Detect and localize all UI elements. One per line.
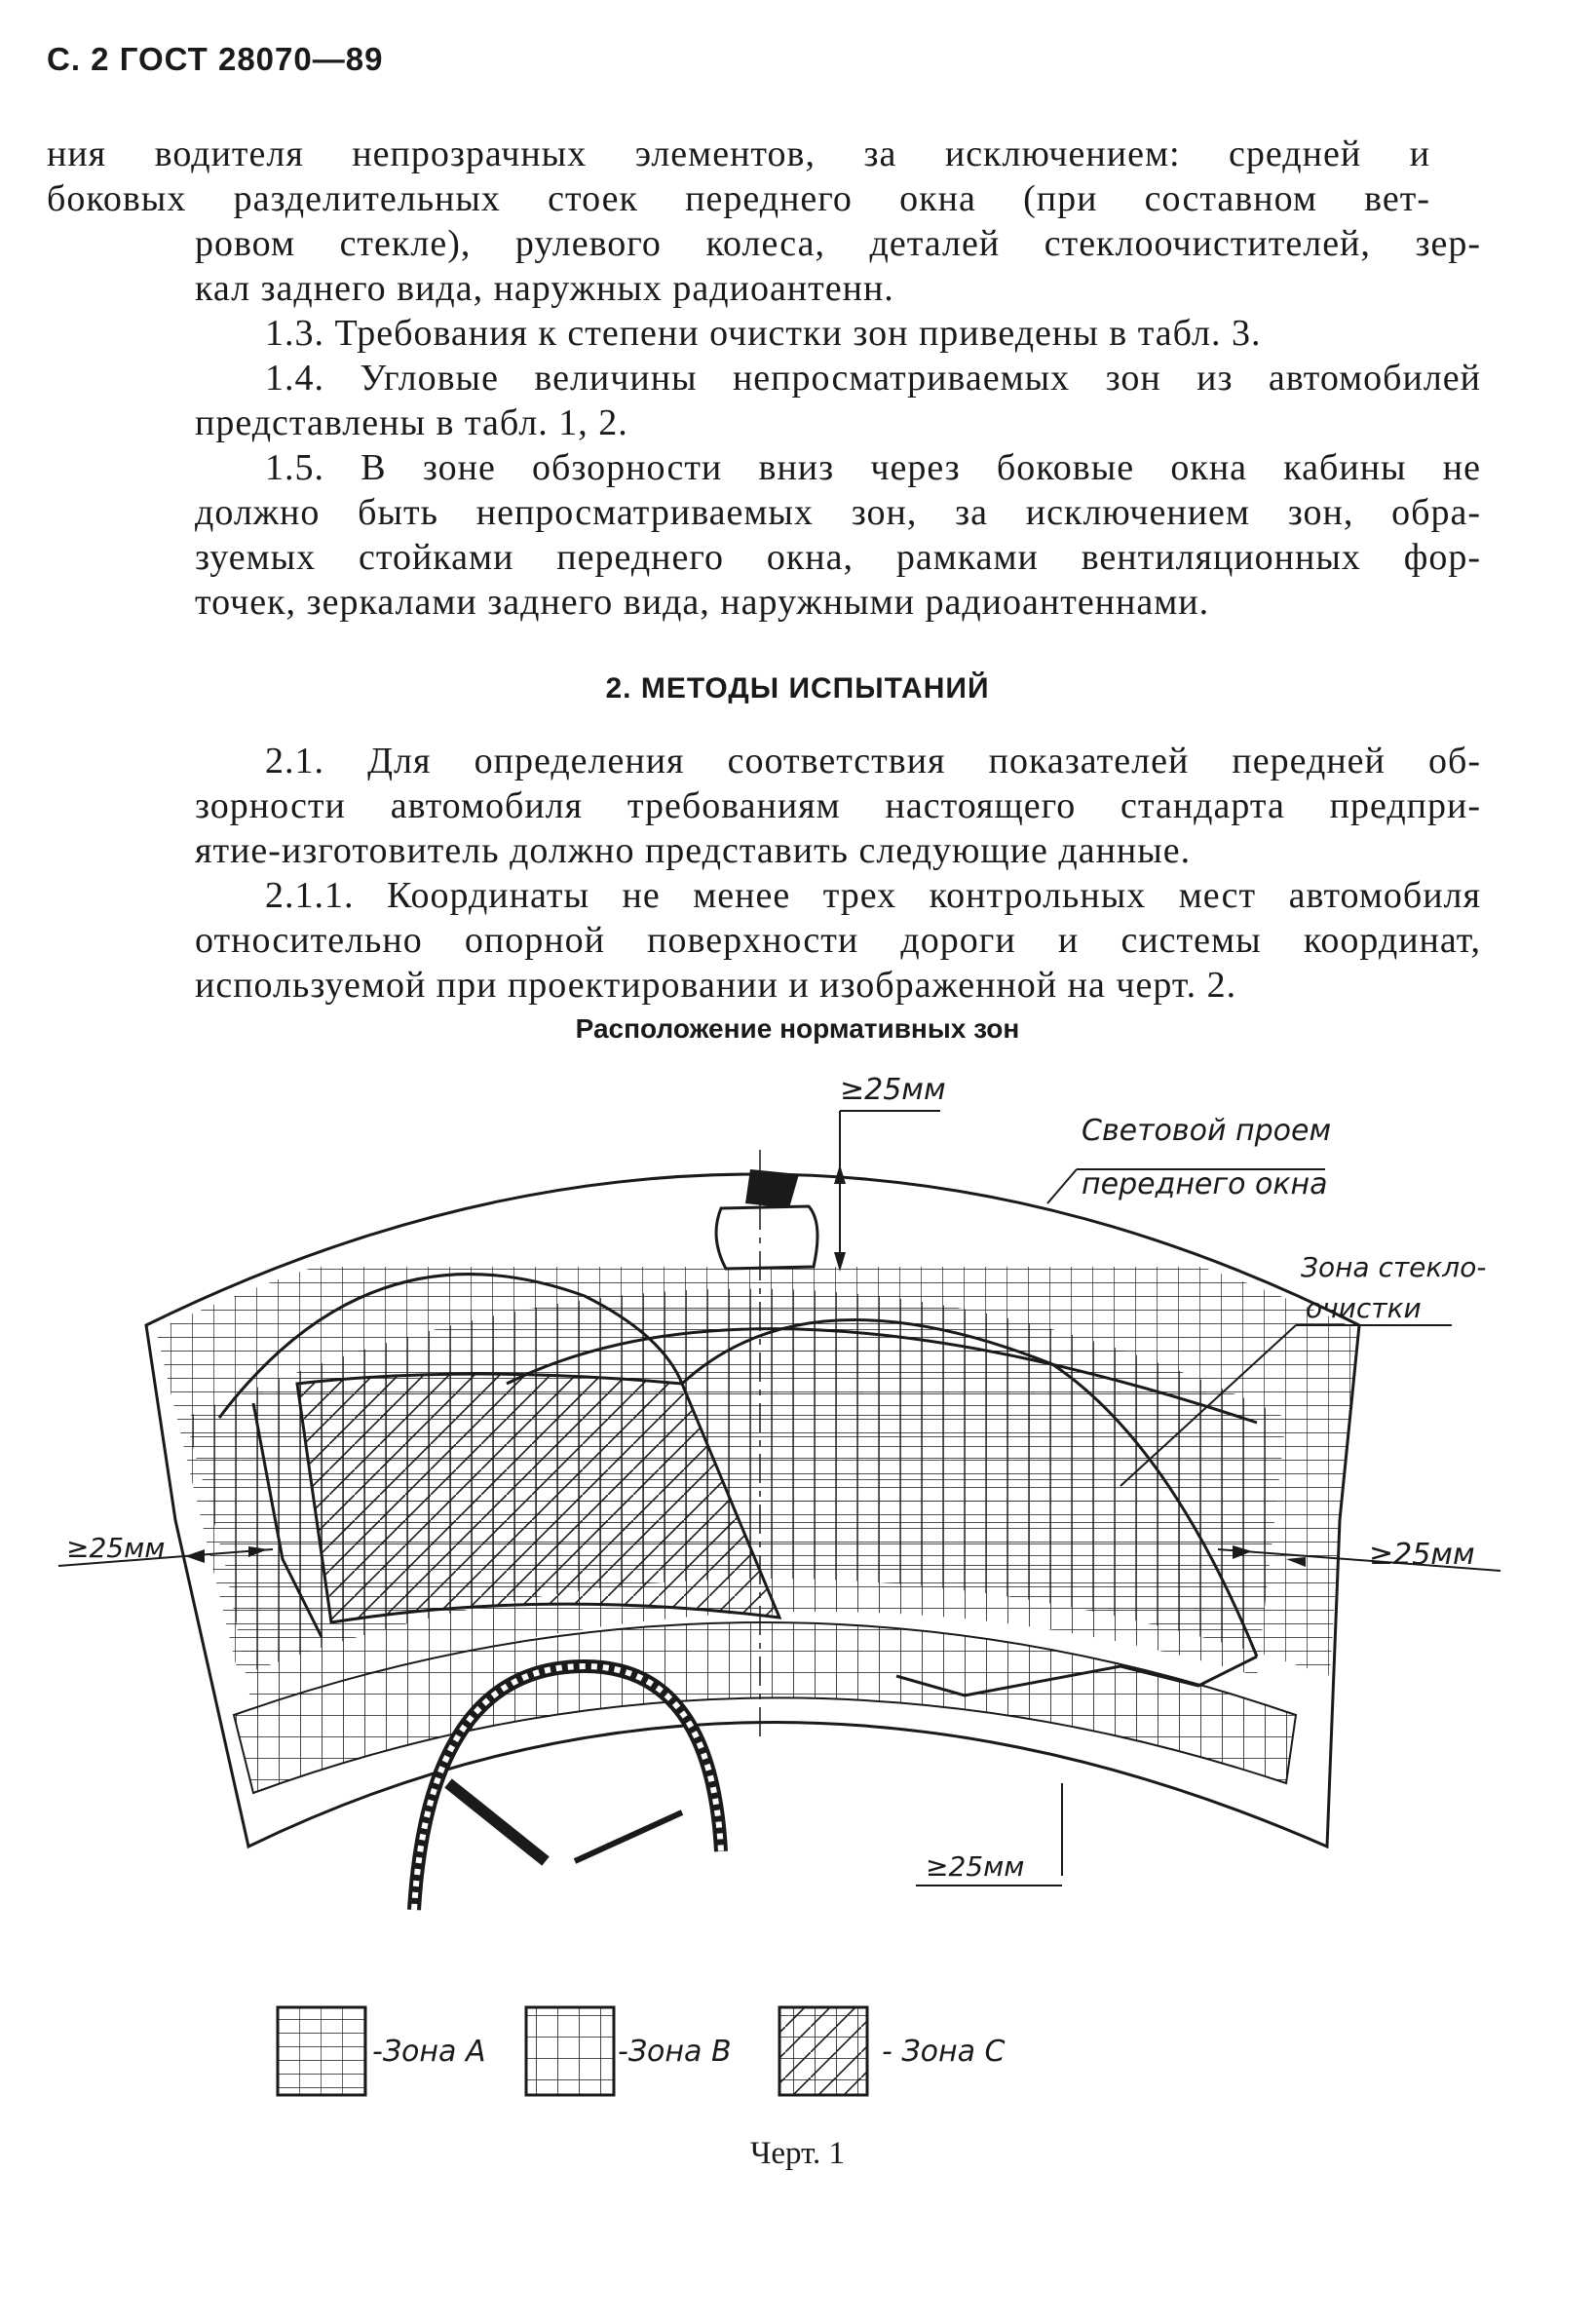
- wiper-zone-label-1: Зона стекло-: [1301, 1251, 1487, 1283]
- text-line: 1.3. Требования к степени очистки зон приведены в табл. 3.: [265, 313, 1262, 354]
- text-line: ровом стекле), рулевого колеса, деталей стеклоочистителей, зер-: [195, 223, 1481, 264]
- text-line: относительно опорной поверхности дороги и системы координат,: [195, 920, 1481, 961]
- text-line: 2.1. Для определения соответствия показателей передней об-: [265, 741, 1481, 781]
- top-dimension-label: ≥25мм: [840, 1073, 946, 1107]
- text-line: боковых разделительных стоек переднего окна (при составном вет-: [47, 178, 1430, 219]
- text-line: 1.4. Угловые величины непросматриваемых зон из автомобилей: [265, 358, 1481, 399]
- legend-label-zone-c: - Зона С: [882, 2035, 1006, 2069]
- legend-zone-a: [278, 2007, 485, 2095]
- text-line: должно быть непросматриваемых зон, за исключением зон, обра-: [195, 492, 1481, 533]
- text-line: ятие-изготовитель должно представить следующие данные.: [195, 830, 1192, 871]
- right-dimension-label: ≥25мм: [1369, 1538, 1475, 1572]
- text-line: представлены в табл. 1, 2.: [195, 402, 628, 443]
- light-opening-label-1: Световой проем: [1082, 1114, 1332, 1148]
- text-line: используемой при проектировании и изображенной на черт. 2.: [195, 965, 1237, 1006]
- section-title: 2. МЕТОДЫ ИСПЫТАНИЙ: [605, 672, 990, 705]
- text-line: кал заднего вида, наружных радиоантенн.: [195, 268, 894, 309]
- figure-title: Расположение нормативных зон: [575, 1013, 1020, 1044]
- light-opening-label-2: переднего окна: [1082, 1167, 1328, 1201]
- legend-zone-b: [526, 2007, 732, 2095]
- left-dimension-label: ≥25мм: [66, 1532, 166, 1564]
- text-line: точек, зеркалами заднего вида, наружными радиоантеннами.: [195, 582, 1210, 623]
- text-line: зуемых стойками переднего окна, рамками вентиляционных фор-: [195, 537, 1481, 578]
- legend-label-zone-a: -Зона А: [372, 2035, 486, 2069]
- text-line: 1.5. В зоне обзорности вниз через боковые окна кабины не: [265, 447, 1481, 488]
- rear-view-mirror: [745, 1169, 799, 1208]
- figure-caption: Черт. 1: [749, 2136, 846, 2171]
- text-line: 2.1.1. Координаты не менее трех контрольных мест автомобиля: [265, 875, 1481, 916]
- legend-label-zone-b: -Зона В: [618, 2035, 732, 2069]
- legend-zone-c: [779, 2007, 1005, 2095]
- text-line: зорности автомобиля требованиям настоящего стандарта предпри-: [195, 785, 1481, 826]
- wiper-zone-label-2: очистки: [1306, 1292, 1422, 1324]
- page-header: С. 2 ГОСТ 28070—89: [47, 41, 384, 77]
- bottom-dimension-label: ≥25мм: [926, 1850, 1025, 1883]
- text-line: ния водителя непрозрачных элементов, за исключением: средней и: [47, 133, 1430, 174]
